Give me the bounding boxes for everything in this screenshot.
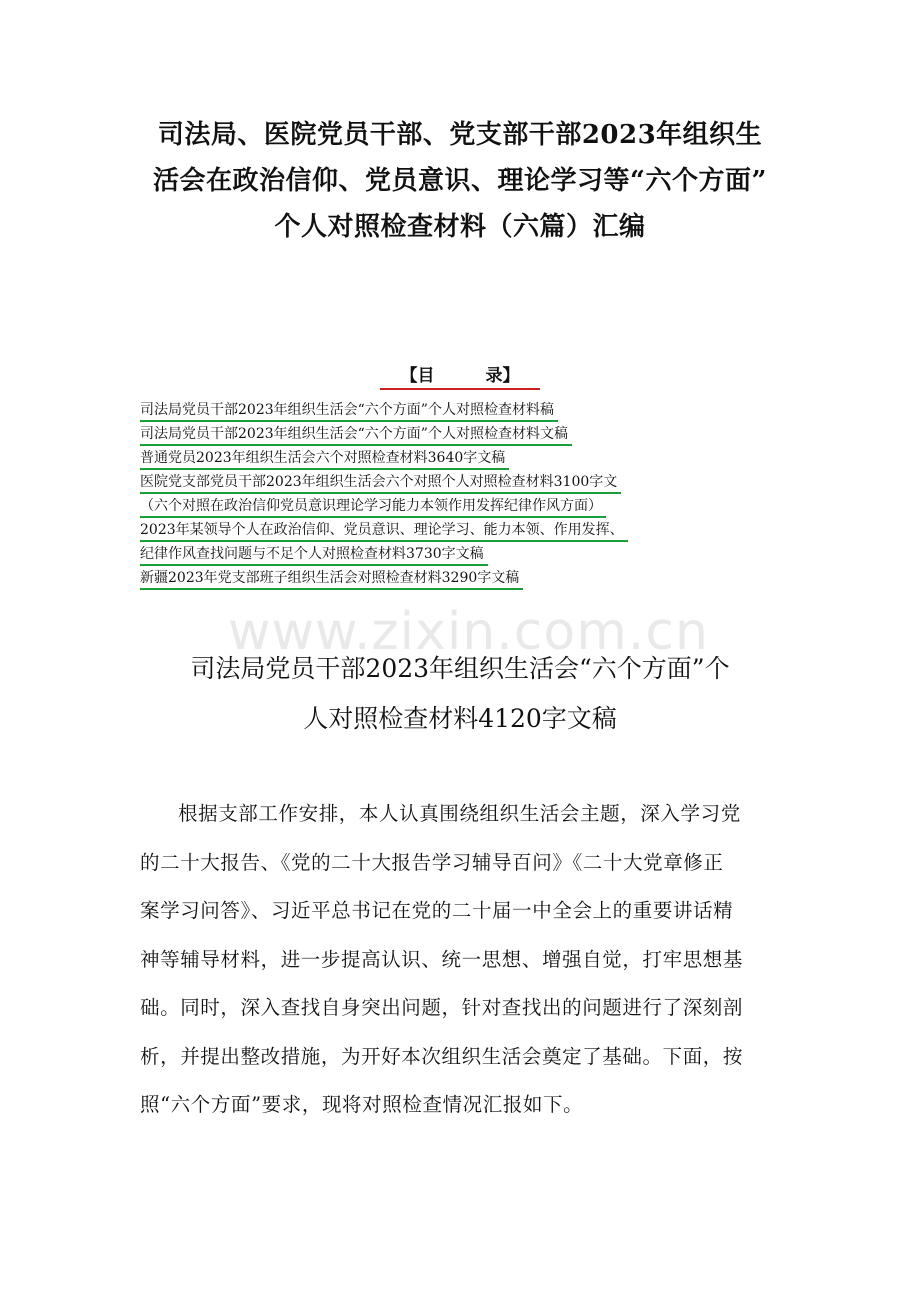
toc-item[interactable] — [140, 568, 790, 592]
body-line: 根据支部工作安排，本人认真围绕组织生活会主题，深入学习党 — [178, 802, 741, 825]
document-title — [120, 112, 800, 250]
document-title-line: 个人对照检查材料（六篇）汇编 — [274, 212, 646, 242]
document-title-line: 活会在政治信仰、党员意识、理论学习等“六个方面” — [153, 166, 767, 196]
toc-heading: 【目 录】 — [380, 364, 540, 390]
body-line: 神等辅导材料，进一步提高认识、统一思想、增强自觉，打牢思想基 — [140, 947, 744, 971]
toc-item-link[interactable]: 新疆2023年党支部班子组织生活会对照检查材料3290字文稿 — [140, 568, 523, 590]
toc-item-link[interactable]: 2023年某领导个人在政治信仰、党员意识、理论学习、能力本领、作用发挥、 — [140, 520, 628, 542]
body-line: 析，并提出整改措施，为开好本次组织生活会奠定了基础。下面，按 — [140, 1044, 744, 1068]
table-of-contents — [140, 400, 790, 592]
section-title-line: 司法局党员干部2023年组织生活会“六个方面”个 — [190, 654, 730, 683]
body-paragraph — [140, 790, 784, 1130]
body-line: 照“六个方面”要求，现将对照检查情况汇报如下。 — [140, 1093, 584, 1116]
toc-item-link[interactable]: （六个对照在政治信仰党员意识理论学习能力本领作用发挥纪律作风方面） — [140, 496, 606, 518]
toc-item[interactable] — [140, 496, 790, 520]
toc-item-link[interactable]: 司法局党员干部2023年组织生活会“六个方面”个人对照检查材料稿 — [140, 400, 558, 422]
toc-item[interactable] — [140, 472, 790, 496]
watermark: www.zixin.com.cn — [228, 602, 709, 662]
toc-item[interactable] — [140, 520, 790, 544]
body-line: 案学习问答》、习近平总书记在党的二十届一中全会上的重要讲话精 — [140, 899, 734, 922]
toc-item-link[interactable]: 纪律作风查找问题与不足个人对照检查材料3730字文稿 — [140, 544, 488, 566]
toc-item[interactable] — [140, 544, 790, 568]
toc-item[interactable] — [140, 448, 790, 472]
toc-item-link[interactable]: 司法局党员干部2023年组织生活会“六个方面”个人对照检查材料文稿 — [140, 424, 572, 446]
toc-item-link[interactable]: 医院党支部党员干部2023年组织生活会六个对照个人对照检查材料3100字文 — [140, 472, 621, 494]
body-line: 的二十大报告、《党的二十大报告学习辅导百问》《二十大党章修正 — [140, 850, 724, 874]
section-title-line: 人对照检查材料4120字文稿 — [303, 704, 617, 733]
section-title — [120, 644, 800, 744]
body-line: 础。同时，深入查找自身突出问题，针对查找出的问题进行了深刻剖 — [140, 996, 744, 1019]
toc-item-link[interactable]: 普通党员2023年组织生活会六个对照检查材料3640字文稿 — [140, 448, 509, 470]
toc-item[interactable] — [140, 424, 790, 448]
toc-item[interactable] — [140, 400, 790, 424]
document-title-line: 司法局、医院党员干部、党支部干部2023年组织生 — [157, 120, 763, 150]
